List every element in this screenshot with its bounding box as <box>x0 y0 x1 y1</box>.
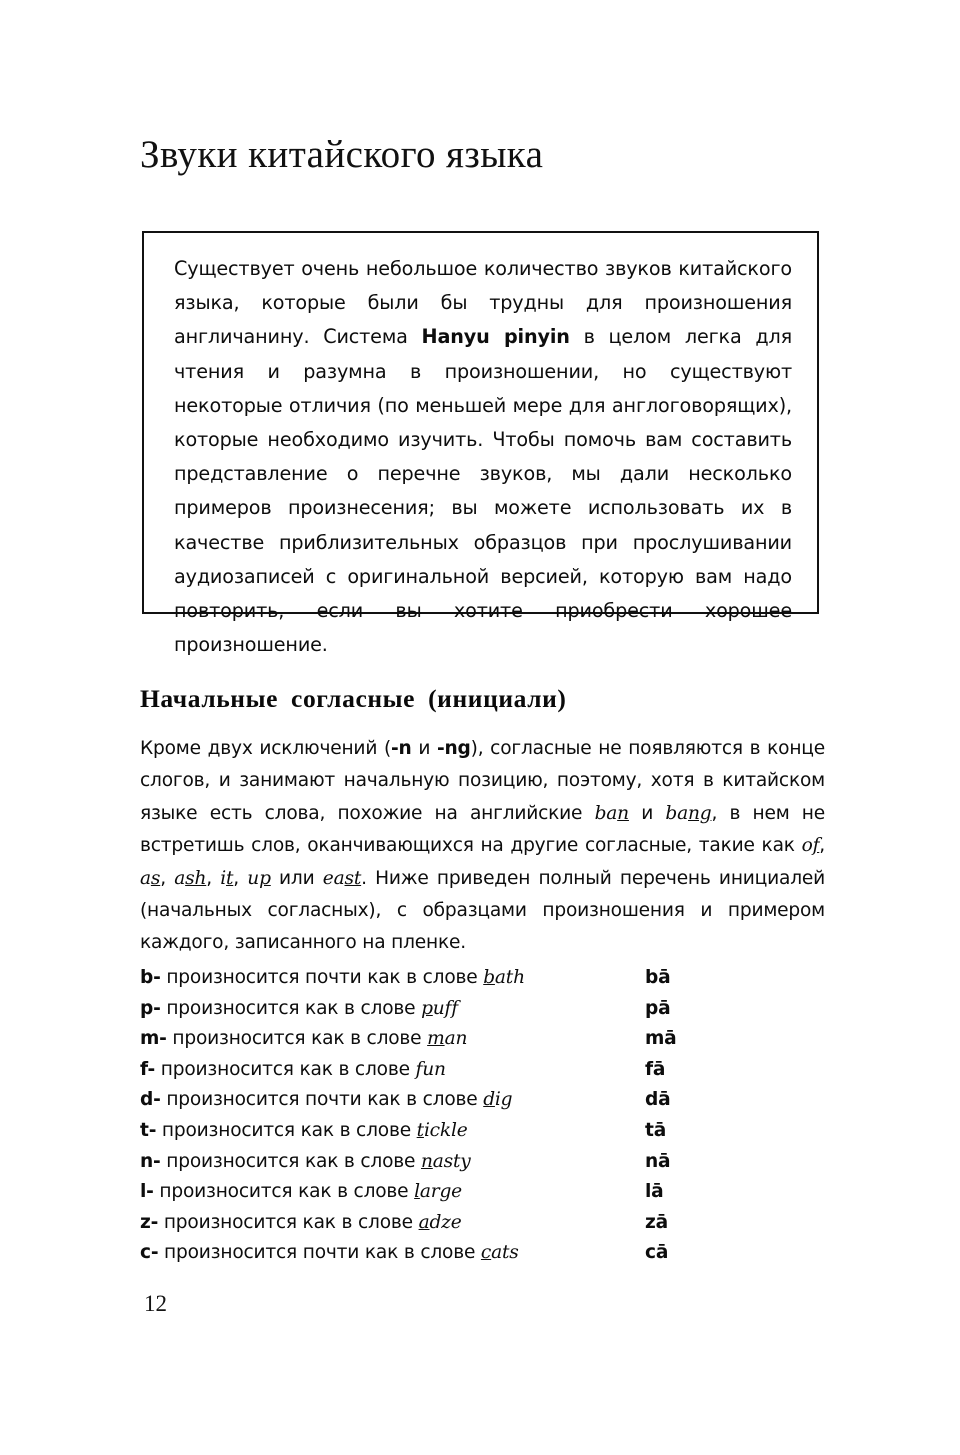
consonant-pinyin: zā <box>645 1211 668 1233</box>
heading-word-1: Начальные <box>140 684 279 714</box>
consonant-example-highlight: c <box>480 1242 492 1264</box>
consonant-row <box>140 1238 700 1269</box>
consonant-pinyin: nā <box>645 1150 671 1172</box>
consonant-row <box>140 1024 700 1055</box>
consonant-description: произносится как в слове <box>156 1119 417 1141</box>
consonant-letter: d- <box>140 1089 161 1111</box>
consonant-row <box>140 994 700 1025</box>
consonant-pinyin: lā <box>645 1181 664 1203</box>
example-word-east: east <box>322 867 362 889</box>
example-word-ash-highlight: sh <box>185 867 207 889</box>
consonant-example-word: man <box>427 1028 468 1050</box>
consonant-example-highlight: t <box>416 1119 424 1141</box>
consonant-pinyin: cā <box>645 1242 669 1264</box>
example-word-ban-highlight: n <box>617 802 629 824</box>
heading-word-3: (инициали) <box>428 684 567 714</box>
consonant-row <box>140 1055 700 1086</box>
consonant-example-highlight: d <box>483 1089 495 1111</box>
example-word-east-highlight: st <box>344 867 362 889</box>
consonant-row <box>140 963 700 994</box>
consonant-row <box>140 1177 700 1208</box>
consonant-row <box>140 1147 700 1178</box>
example-word-it-highlight: t <box>226 867 234 889</box>
consonant-row <box>140 1116 700 1147</box>
consonant-description: произносится почти как в слове <box>160 967 484 988</box>
consonant-example-word: fun <box>415 1058 446 1080</box>
intro-paragraph: Существует очень небольшое количество звуков китайского языка, которые были бы трудны для произношения англичанину. Система Hanyu pinyin в целом легка для чтения и разумна в произношении, но существуют некоторые отличия (по меньшей мере для англоговорящих), которые необходимо изучить. Чтобы помочь вам составить представление о перечне звуков, мы дали несколько примеров произнесения; вы можете использовать их в качестве приблизительных образцов при прослушивании аудиозаписей с оригинальной версией, которую вам надо повторить, если вы хотите приобрести хорошее произношение. <box>174 257 792 657</box>
consonant-example-highlight: a <box>418 1211 430 1233</box>
example-word-as: as <box>140 867 161 889</box>
consonant-letter: m- <box>140 1028 167 1050</box>
consonant-example-highlight: m <box>427 1028 445 1050</box>
consonant-description: произносится как в слове <box>160 997 422 1019</box>
consonant-letter: b- <box>140 967 161 988</box>
example-word-it: it <box>220 867 234 889</box>
body-paragraph: Кроме двух исключений (-n и -ng), согласные не появляются в конце слогов, и занимают начальную позицию, поэтому, хотя в китайском языке есть слова, похожие на английские ban и bang, в нем не встретишь слов, оканчивающихся на другие согласные, такие как of, as, ash, it, up или east. Ниже приведен полный перечень инициалей (начальных согласных), с образцами произношения и примером каждого, записанного на пленке. <box>140 738 826 954</box>
consonant-example-highlight: n <box>421 1150 433 1172</box>
page-title: Звуки китайского языка <box>140 133 544 177</box>
consonant-example-word: large <box>414 1181 462 1203</box>
intro-term-hanyu-pinyin: Hanyu pinyin <box>421 325 570 349</box>
consonant-description: произносится почти как в слове <box>158 1242 481 1264</box>
example-word-bang: bang <box>665 802 712 824</box>
consonant-example-highlight: l <box>414 1181 420 1203</box>
consonant-pinyin: bā <box>645 967 671 988</box>
example-word-ash: ash <box>174 867 207 889</box>
section-heading <box>140 684 830 714</box>
consonant-description: произносится как в слове <box>166 1028 428 1050</box>
consonant-example-highlight: b <box>483 967 495 988</box>
example-word-as-highlight: s <box>150 867 161 889</box>
consonant-list <box>140 963 700 1269</box>
consonant-letter: t- <box>140 1119 157 1141</box>
consonant-letter: p- <box>140 997 161 1019</box>
example-word-bang-highlight: ng <box>688 802 712 824</box>
consonant-example-word: bath <box>483 967 525 988</box>
exception-final-ng: -ng <box>436 738 471 759</box>
consonant-example-word: nasty <box>421 1150 471 1172</box>
consonant-pinyin: dā <box>645 1089 671 1111</box>
consonant-description: произносится как в слове <box>160 1150 421 1172</box>
consonant-example-word: dig <box>483 1089 513 1111</box>
heading-word-2: согласные <box>291 684 416 714</box>
consonant-example-word: puff <box>421 997 458 1019</box>
consonant-example-word: adze <box>418 1211 462 1233</box>
page-number: 12 <box>144 1291 167 1316</box>
consonant-letter: n- <box>140 1150 161 1172</box>
consonant-example-highlight: p <box>421 997 433 1019</box>
consonant-description: произносится как в слове <box>153 1181 415 1203</box>
consonant-description: произносится как в слове <box>158 1211 419 1233</box>
consonant-row <box>140 1208 700 1239</box>
consonant-description: произносится как в слове <box>155 1058 416 1080</box>
consonant-letter: z- <box>140 1211 159 1233</box>
intro-callout-box <box>142 231 819 657</box>
example-word-of: of <box>801 835 820 857</box>
consonant-letter: f- <box>140 1058 156 1080</box>
consonant-letter: c- <box>140 1242 159 1264</box>
example-word-up-highlight: p <box>259 867 271 889</box>
example-word-of-highlight: f <box>812 835 820 857</box>
consonant-example-word: cats <box>480 1242 519 1264</box>
consonant-description: произносится почти как в слове <box>160 1089 484 1111</box>
consonant-example-word: tickle <box>416 1119 468 1141</box>
exception-final-n: -n <box>391 738 412 759</box>
consonant-pinyin: tā <box>645 1119 667 1141</box>
consonant-letter: l- <box>140 1181 154 1203</box>
example-word-up: up <box>247 867 271 889</box>
consonant-row <box>140 1085 700 1116</box>
consonant-pinyin: fā <box>645 1058 666 1080</box>
consonant-pinyin: mā <box>645 1028 677 1050</box>
consonant-pinyin: pā <box>645 997 671 1019</box>
example-word-ban: ban <box>594 802 629 824</box>
